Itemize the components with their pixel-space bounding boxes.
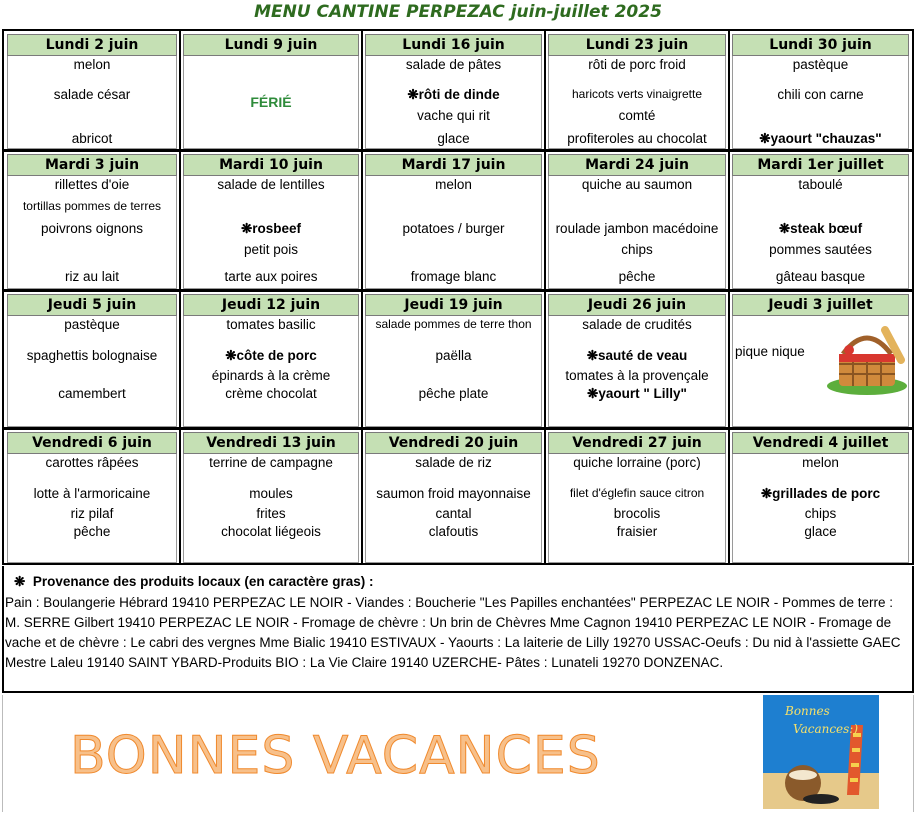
menu-item: spaghettis bolognaise (26, 348, 158, 363)
menu-item: melon (802, 455, 839, 470)
menu-item: cantal (435, 506, 472, 521)
day-column (4, 31, 180, 151)
card-line2: Vacances:) (793, 722, 859, 736)
bonnes-vacances-banner: BONNES VACANCES (70, 726, 601, 786)
day-column (362, 151, 545, 291)
week-block (4, 151, 912, 291)
menu-item: carottes râpées (45, 455, 139, 470)
day-column (362, 429, 545, 565)
menu-item: clafoutis (428, 524, 479, 539)
local-products-text: Pain : Boulangerie Hébrard 19410 PERPEZAC LE NOIR - Viandes : Boucherie "Les Papilles enchantées" PERPEZAC LE NOIR - Pommes de terre : M. SERRE Gilbert 19410 PERPEZAC LE NOIR - Fromage de chèvre : Un brin de Chèvres Mme Cagnon 19410 PERPEZAC LE NOIR - Fromage de vache et de chèvre : Le cabri des vergnes Mme Bialic 19410 ESTIVAUX - Yaourts : La laiterie de Lilly 19270 USSAC-Oeufs : Du nid à l'assiette GAEC Mestre Laleu 19140 SAINT YBARD-Produits BIO : La Vie Claire 19140 UZERCHE- Pâtes : Lunateli 19270 DONZENAC. (5, 595, 901, 670)
menu-item: épinards à la crème (211, 368, 331, 383)
menu-item: ❋rosbeef (240, 221, 302, 236)
menu-item: quiche au saumon (581, 177, 693, 192)
day-menu (365, 176, 542, 289)
menu-item: salade pommes de terre thon (375, 317, 532, 331)
flower-icon: ❋ (407, 87, 419, 102)
day-column (362, 31, 545, 151)
menu-item: melon (73, 57, 111, 72)
menu-item: ❋steak bœuf (778, 221, 863, 236)
day-column (362, 291, 545, 429)
day-menu (732, 454, 909, 563)
flower-icon: ❋ (760, 486, 773, 501)
menu-item: salade de crudités (582, 317, 692, 332)
day-column (4, 291, 180, 429)
day-header: Vendredi 4 juillet (732, 432, 909, 454)
day-menu (732, 56, 909, 149)
day-header: Mardi 17 juin (365, 154, 542, 176)
menu-item: ❋yaourt " Lilly" (587, 386, 687, 401)
vacation-image (763, 695, 879, 809)
day-column (545, 151, 729, 291)
page-title: MENU CANTINE PERPEZAC juin-juillet 2025 (254, 2, 662, 22)
menu-item: riz pilaf (70, 506, 114, 521)
menu-item: taboulé (798, 177, 843, 192)
day-header: Jeudi 3 juillet (732, 294, 909, 316)
menu-item: glace (437, 131, 470, 146)
day-menu (7, 56, 177, 149)
day-header: Jeudi 5 juin (7, 294, 177, 316)
flower-icon: ❋ (587, 386, 599, 401)
menu-item: frites (256, 506, 286, 521)
day-menu (732, 176, 909, 289)
day-header: Lundi 9 juin (183, 34, 359, 56)
week-block (4, 429, 912, 565)
day-header: Lundi 16 juin (365, 34, 542, 56)
day-column (180, 291, 362, 429)
day-header: Vendredi 20 juin (365, 432, 542, 454)
day-header: Vendredi 13 juin (183, 432, 359, 454)
menu-item: glace (804, 524, 837, 539)
menu-item: poivrons oignons (40, 221, 144, 236)
day-menu (548, 454, 726, 563)
day-column (545, 291, 729, 429)
menu-item: pique nique (735, 344, 805, 359)
menu-item: terrine de campagne (209, 455, 333, 470)
day-header: Mardi 24 juin (548, 154, 726, 176)
column-divider (361, 31, 363, 563)
day-menu (183, 176, 359, 289)
menu-item: quiche lorraine (porc) (573, 455, 701, 470)
menu-item: ❋sauté de veau (586, 348, 688, 363)
menu-item: chips (621, 242, 653, 257)
menu-item: potatoes / burger (402, 221, 505, 236)
day-menu (548, 176, 726, 289)
menu-item: roulade jambon macédoine (555, 221, 719, 236)
menu-item: saumon froid mayonnaise (376, 486, 531, 501)
menu-item: haricots verts vinaigrette (571, 87, 703, 101)
day-column (180, 429, 362, 565)
menu-item: chocolat liégeois (221, 524, 321, 539)
menu-item: salade de riz (415, 455, 492, 470)
day-header: Jeudi 19 juin (365, 294, 542, 316)
menu-item: abricot (71, 131, 113, 146)
menu-item: tarte aux poires (224, 269, 318, 284)
flower-icon: ❋ (759, 131, 771, 146)
menu-item: fraisier (616, 524, 658, 539)
day-header: Vendredi 6 juin (7, 432, 177, 454)
day-menu (365, 454, 542, 563)
day-menu (183, 56, 359, 149)
day-menu (732, 316, 909, 427)
menu-item: salade de lentilles (217, 177, 325, 192)
flower-icon: ❋ (14, 574, 26, 589)
day-column (729, 151, 912, 291)
menu-item: pêche (618, 269, 656, 284)
menu-item: chips (804, 506, 837, 521)
menu-item: ❋yaourt "chauzas" (759, 131, 882, 146)
day-menu (548, 316, 726, 427)
day-column (180, 151, 362, 291)
flower-icon: ❋ (225, 348, 237, 363)
menu-item: lotte à l'armoricaine (33, 486, 151, 501)
menu-item: tortillas pommes de terres (22, 199, 162, 213)
day-column (545, 31, 729, 151)
menu-item: salade de pâtes (405, 57, 502, 72)
day-menu (548, 56, 726, 149)
week-block (4, 31, 912, 151)
menu-item: ❋rôti de dinde (407, 87, 500, 102)
menu-item: comté (618, 108, 656, 123)
menu-item: fromage blanc (410, 269, 497, 284)
day-header: Mardi 10 juin (183, 154, 359, 176)
menu-item: pastèque (792, 57, 849, 72)
menu-item: camembert (58, 386, 126, 401)
day-header: Lundi 23 juin (548, 34, 726, 56)
menu-item: ❋grillades de porc (760, 486, 881, 501)
week-block (4, 291, 912, 429)
day-header: Mardi 3 juin (7, 154, 177, 176)
menu-item: profiteroles au chocolat (567, 131, 707, 146)
day-menu (7, 316, 177, 427)
menu-item: melon (435, 177, 472, 192)
day-header: Jeudi 26 juin (548, 294, 726, 316)
menu-item: riz au lait (64, 269, 120, 284)
menu-item: tomates basilic (226, 317, 316, 332)
menu-item: ❋côte de porc (225, 348, 317, 363)
day-column (729, 291, 912, 429)
menu-item: pommes sautées (769, 242, 872, 257)
day-menu (365, 316, 542, 427)
menu-item: crème chocolat (225, 386, 317, 401)
menu-item: rôti de porc froid (588, 57, 686, 72)
menu-grid (2, 29, 914, 565)
day-menu (7, 454, 177, 563)
picnic-basket-icon (825, 324, 909, 396)
menu-item: pêche (73, 524, 111, 539)
menu-item: pastèque (64, 317, 120, 332)
day-column (4, 151, 180, 291)
day-header: Mardi 1er juillet (732, 154, 909, 176)
day-header: Jeudi 12 juin (183, 294, 359, 316)
local-products-section (2, 566, 914, 693)
menu-item: pêche plate (418, 386, 489, 401)
day-header: Vendredi 27 juin (548, 432, 726, 454)
day-header: Lundi 30 juin (732, 34, 909, 56)
menu-item: rillettes d'oie (54, 177, 130, 192)
menu-item: vache qui rit (417, 108, 490, 123)
day-menu (7, 176, 177, 289)
menu-item: petit pois (243, 242, 299, 257)
flower-icon: ❋ (240, 221, 253, 236)
day-column (729, 429, 912, 565)
menu-item: chili con carne (777, 87, 864, 102)
day-menu (183, 454, 359, 563)
column-divider (544, 31, 546, 563)
menu-item: brocolis (613, 506, 661, 521)
column-divider (179, 31, 181, 563)
day-column (4, 429, 180, 565)
menu-item: salade césar (53, 87, 131, 102)
menu-item: paëlla (435, 348, 472, 363)
local-products-title: ❋ Provenance des produits locaux (en caractère gras) : (14, 574, 374, 589)
menu-item: tomates à la provençale (565, 368, 709, 383)
menu-item: gâteau basque (775, 269, 866, 284)
day-header: Lundi 2 juin (7, 34, 177, 56)
day-column (180, 31, 362, 151)
day-column (545, 429, 729, 565)
day-column (729, 31, 912, 151)
column-divider (728, 31, 730, 563)
menu-item: filet d'églefin sauce citron (569, 486, 705, 500)
day-menu (365, 56, 542, 149)
flower-icon: ❋ (778, 221, 791, 236)
holiday-label: FÉRIÉ (250, 94, 292, 110)
flower-icon: ❋ (586, 348, 598, 363)
card-line1: Bonnes (785, 704, 830, 718)
menu-item: moules (249, 486, 293, 501)
day-menu (183, 316, 359, 427)
